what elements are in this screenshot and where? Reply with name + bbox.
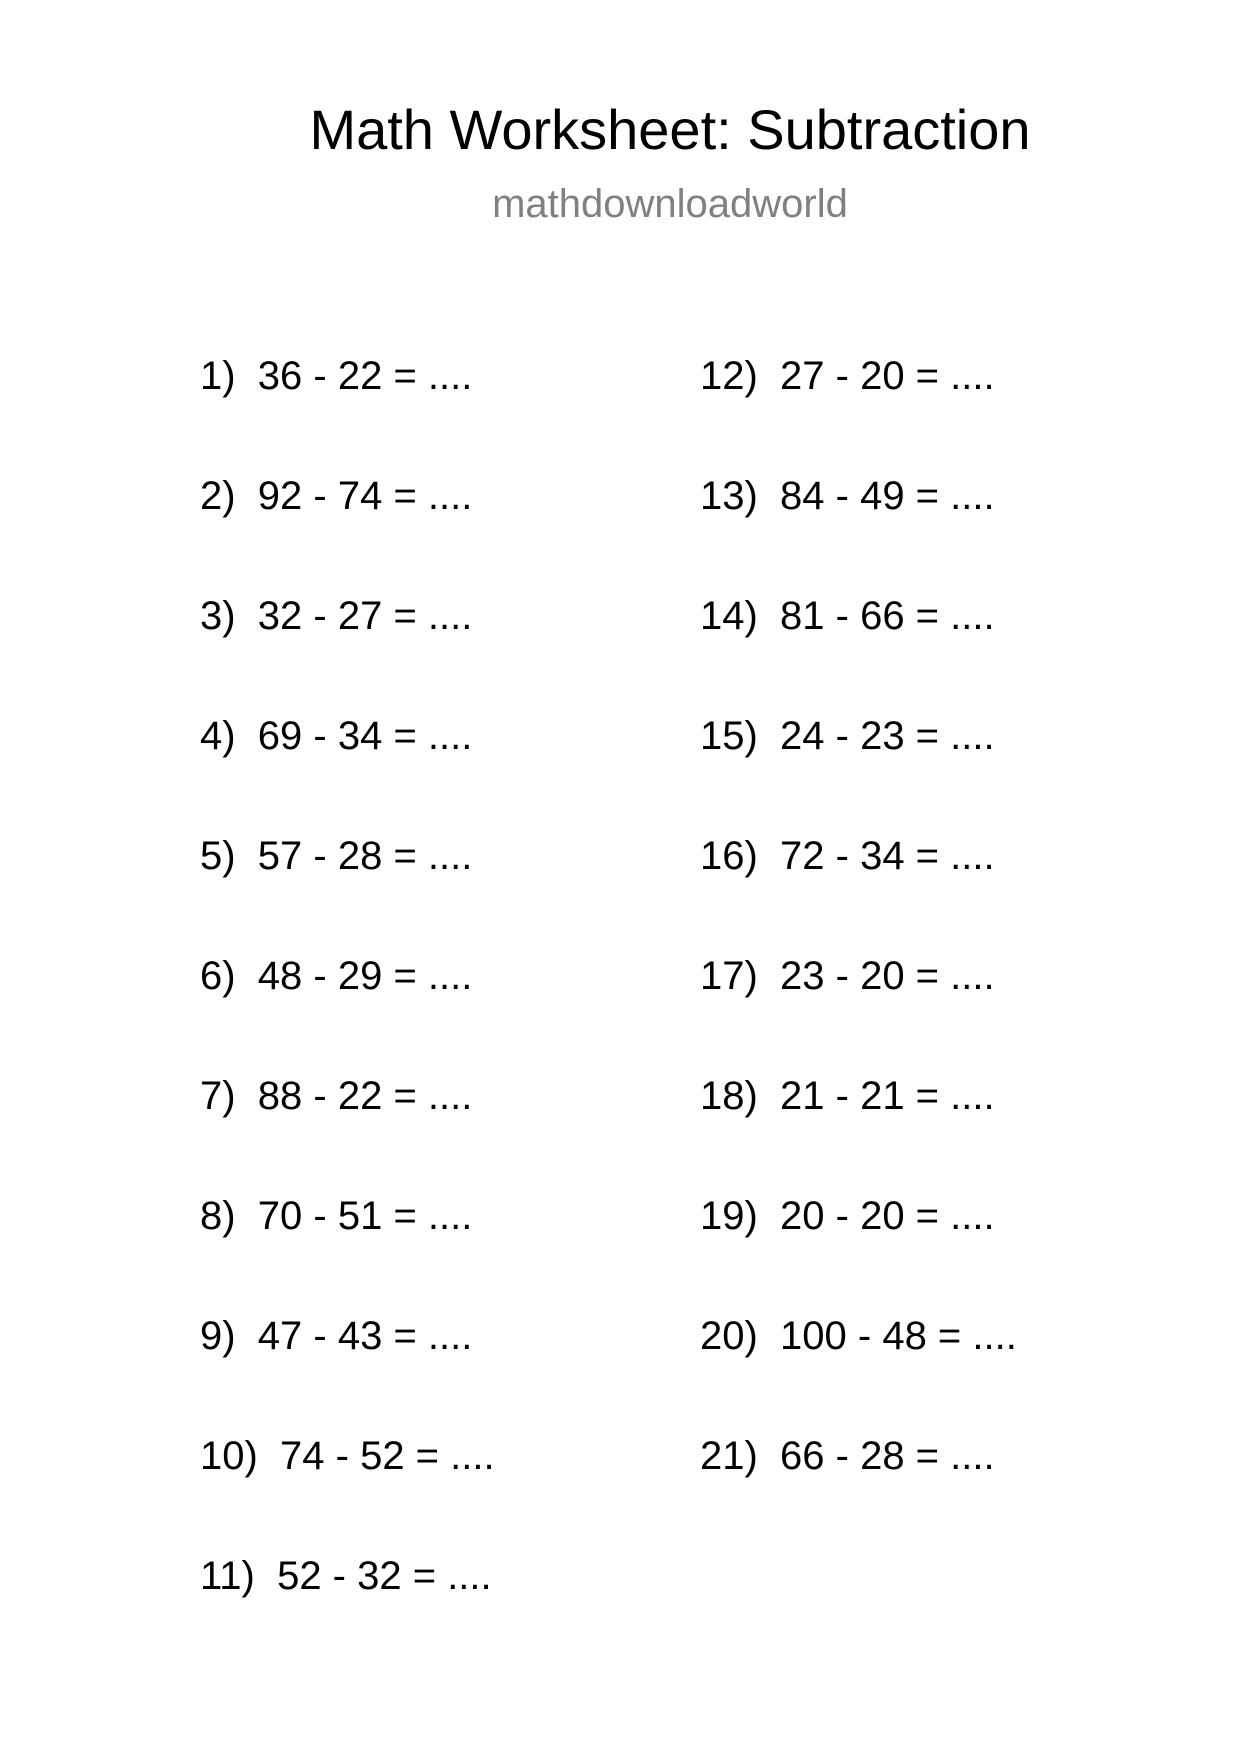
problem-10: 10) 74 - 52 = ....: [200, 1434, 495, 1478]
problem-5: 5) 57 - 28 = ....: [200, 834, 473, 878]
problem-4: 4) 69 - 34 = ....: [200, 714, 473, 758]
problem-column-right: [700, 352, 1017, 1552]
problem-19: 19) 20 - 20 = ....: [700, 1194, 995, 1238]
problem-column-left: [200, 352, 495, 1672]
problem-14: 14) 81 - 66 = ....: [700, 594, 995, 638]
problem-15: 15) 24 - 23 = ....: [700, 714, 995, 758]
problem-3: 3) 32 - 27 = ....: [200, 594, 473, 638]
problem-20: 20) 100 - 48 = ....: [700, 1314, 1017, 1358]
problem-8: 8) 70 - 51 = ....: [200, 1194, 473, 1238]
problem-7: 7) 88 - 22 = ....: [200, 1074, 473, 1118]
problem-1: 1) 36 - 22 = ....: [200, 354, 473, 398]
problem-16: 16) 72 - 34 = ....: [700, 834, 995, 878]
problem-13: 13) 84 - 49 = ....: [700, 474, 995, 518]
problem-6: 6) 48 - 29 = ....: [200, 954, 473, 998]
problem-2: 2) 92 - 74 = ....: [200, 474, 473, 518]
problem-18: 18) 21 - 21 = ....: [700, 1074, 995, 1118]
page-title: Math Worksheet: Subtraction: [309, 98, 1031, 161]
page-subtitle: mathdownloadworld: [492, 182, 848, 226]
problem-12: 12) 27 - 20 = ....: [700, 354, 995, 398]
problem-17: 17) 23 - 20 = ....: [700, 954, 995, 998]
problem-21: 21) 66 - 28 = ....: [700, 1434, 995, 1478]
problem-11: 11) 52 - 32 = ....: [200, 1554, 492, 1598]
problem-9: 9) 47 - 43 = ....: [200, 1314, 473, 1358]
